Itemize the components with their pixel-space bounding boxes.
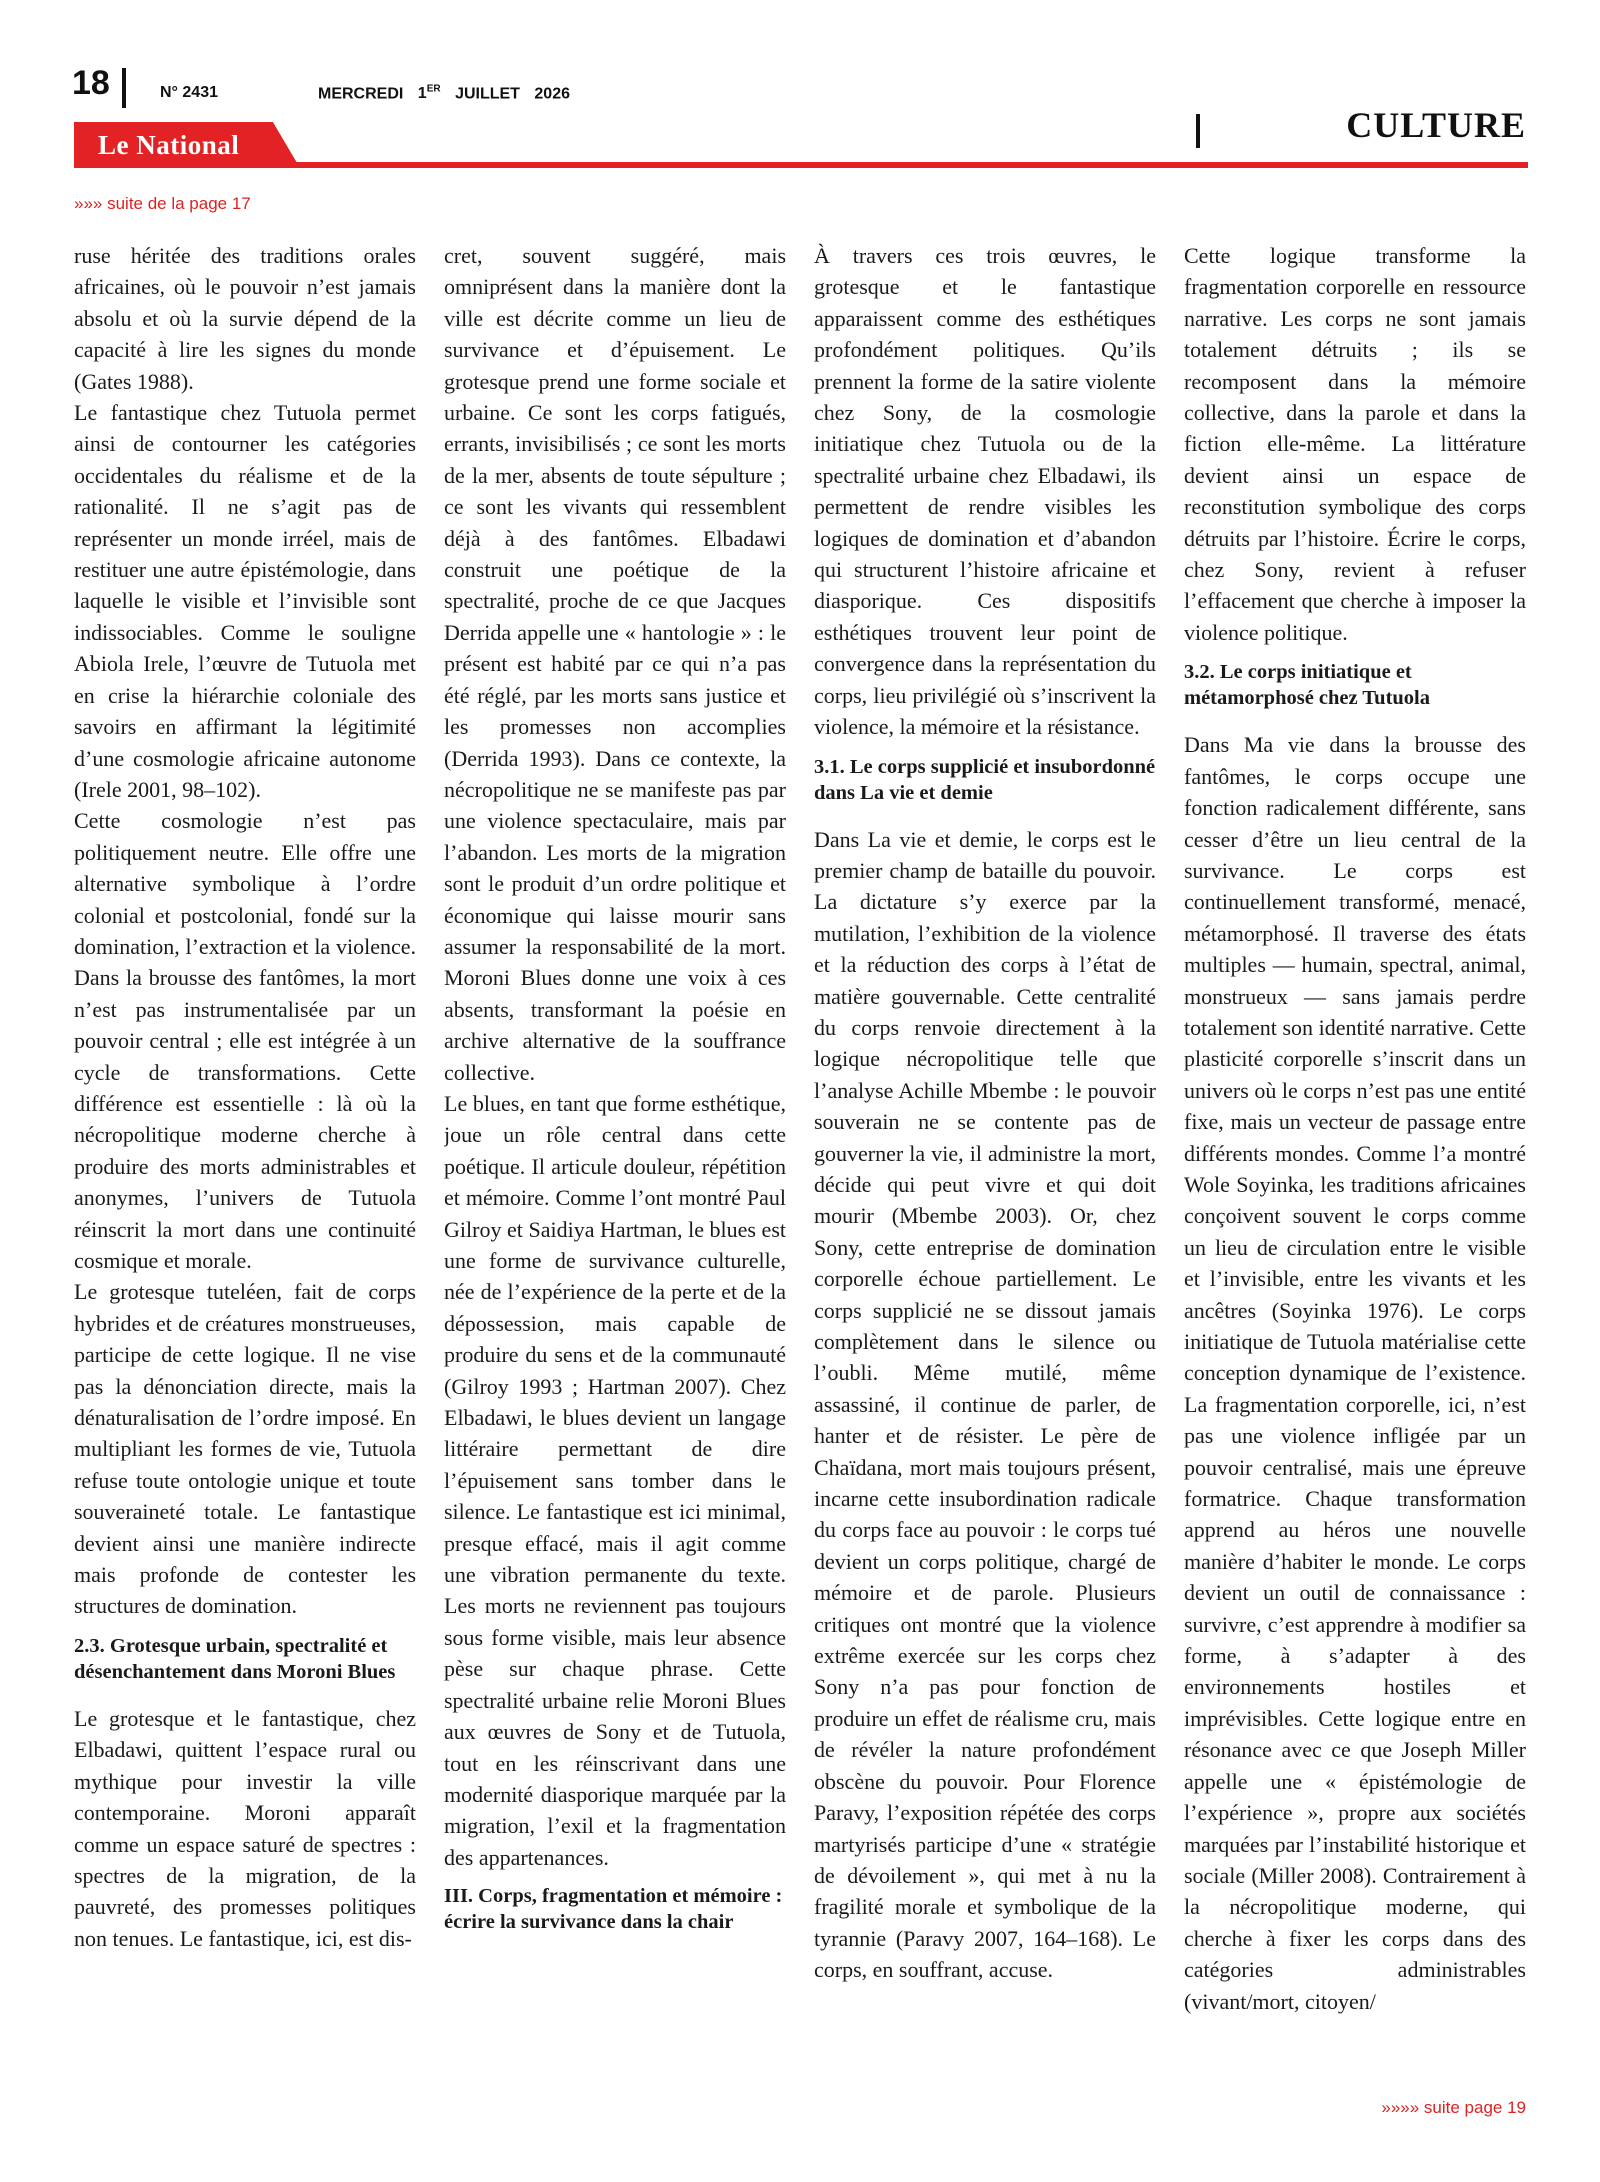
paragraph: Cette logique transforme la fragmentation corporelle en ressource narrative. Les corps ne sont jamais totalement détruits ; ils se recomposent dans la mémoire collective, dans la parole et dans la fiction elle-même. La littérature devient ainsi un espace de reconstitution symbolique des corps détruits par l’histoire. Écrire le corps, chez Sony, revient à refuser l’effacement que cherche à imposer la violence politique. bbox=[1184, 243, 1526, 645]
paragraph: Le blues, en tant que forme esthétique, joue un rôle central dans cette poétique. Il articule douleur, répétition et mémoire. Comme l’ont montré Paul Gilroy et Saidiya Hartman, le blues est une forme de survivance culturelle, née de l’expérience de la perte et de la dépossession, mais capable de produire du sens et de la communauté (Gilroy 1993 ; Hartman 2007). Chez Elbadawi, le blues devient un langage littéraire permettant de dire l’épuisement sans tomber dans le silence. Le fantastique est ici minimal, presque effacé, mais il agit comme une vibration permanente du texte. Les morts ne reviennent pas toujours sous forme visible, mais leur absence pèse sur chaque phrase. Cette spectralité urbaine relie Moroni Blues aux œuvres de Sony et de Tutuola, tout en les réinscrivant dans une modernité diasporique marquée par la migration, l’exil et la fragmentation des appartenances. bbox=[444, 1090, 786, 1870]
subheading: III. Corps, fragmentation et mémoire : écrire la survivance dans la chair bbox=[444, 1885, 783, 1934]
paragraph: cret, souvent suggéré, mais omniprésent dans la manière dont la ville est décrite comme un lieu de survivance et d’épuisement. Le grotesque prend une forme sociale et urbaine. Ce sont les corps fatigués, errants, invisibilisés ; ce sont les morts de la mer, absents de toute sépulture ; ce sont les vivants qui ressemblent déjà à des fantômes. Elbadawi construit une poétique de la spectralité, proche de ce que Jacques Derrida appelle une « hantologie » : le présent est habité par ce qui n’a pas été réglé, par les morts sans justice et les promesses non accomplies (Derrida 1993). Dans ce contexte, la nécropolitique ne se manifeste pas par une violence spectaculaire, mais par l’abandon. Les morts de la migration sont le produit d’un ordre politique et économique qui laisse mourir sans assumer la responsabilité de la mort. Moroni Blues donne une voix à ces absents, transformant la poésie en archive alternative de la souffrance collective. bbox=[444, 243, 786, 1085]
paragraph: À travers ces trois œuvres, le grotesque et le fantastique apparaissent comme des esthétiques profondément politiques. Qu’ils prennent la forme de la satire violente chez Sony, de la cosmologie initiatique chez Tutuola ou de la spectralité urbaine chez Elbadawi, ils permettent de rendre visibles les logiques de domination et d’abandon qui structurent l’histoire africaine et diasporique. Ces dispositifs esthétiques trouvent leur point de convergence dans la représentation du corps, lieu privilégié où s’inscrivent la violence, la mémoire et la résistance. bbox=[814, 243, 1156, 740]
section-title: CULTURE bbox=[1346, 105, 1526, 145]
page-number: 18 bbox=[72, 64, 110, 102]
paragraph: Dans La vie et demie, le corps est le premier champ de bataille du pouvoir. La dictature s’y exerce par la mutilation, l’exhibition de la violence et la réduction des corps à l’état de matière gouvernable. Cette centralité du corps renvoie directement à la logique nécropolitique telle que l’analyse Achille Mbembe : le pouvoir souverain ne se contente pas de gouverner la vie, il administre la mort, décide qui peut vivre et qui doit mourir (Mbembe 2003). Or, chez Sony, cette entreprise de domination corporelle échoue partiellement. Le corps supplicié ne se dissout jamais complètement dans le silence ou l’oubli. Même mutilé, même assassiné, il continue de parler, de hanter et de résister. Le père de Chaïdana, mort mais toujours présent, incarne cette insubordination radicale du corps face au pouvoir : le corps tué devient un corps politique, chargé de mémoire et de parole. Plusieurs critiques ont montré que la violence extrême exercée sur les corps chez Sony n’a pas pour fonction de produire un effet de réalisme cru, mais de révéler la nature profondément obscène du pouvoir. Pour Florence Paravy, l’exposition répétée des corps martyrisés participe d’une « stratégie de dévoilement », qui met à nu la fragilité morale et symbolique de la tyrannie (Paravy 2007, 164–168). Le corps, en souffrant, accuse. bbox=[814, 826, 1156, 1983]
paragraph: ruse héritée des traditions orales africaines, où le pouvoir n’est jamais absolu et où la survie dépend de la capacité à lire les signes du monde (Gates 1988). bbox=[74, 243, 416, 394]
continued-to-link: »»»» suite page 19 bbox=[1381, 2098, 1526, 2117]
paragraph: Dans Ma vie dans la brousse des fantômes, le corps occupe une fonction radicalement différente, sans cesser d’être un lieu central de la survivance. Le corps est continuellement transformé, menacé, métamorphosé. Il traverse des états multiples — humain, spectral, animal, monstrueux — sans jamais perdre totalement son identité narrative. Cette plasticité corporelle s’inscrit dans un univers où le corps n’est pas une entité fixe, mais un vecteur de passage entre différents mondes. Comme l’a montré Wole Soyinka, les traditions africaines conçoivent souvent le corps comme un lieu de circulation entre le visible et l’invisible, entre les vivants et les ancêtres (Soyinka 1976). Le corps initiatique de Tutuola matérialise cette conception dynamique de l’existence. La fragmentation corporelle, ici, n’est pas une violence infligée par un pouvoir centralisé, mais une épreuve formatrice. Chaque transformation apprend au héros une nouvelle manière d’habiter le monde. Le corps devient un outil de connaissance : survivre, c’est apprendre à modifier sa forme, à s’adapter à des environnements hostiles et imprévisibles. Cette logique entre en résonance avec ce que Joseph Miller appelle une « épistémologie de l’expérience », propre aux sociétés marquées par l’instabilité historique et sociale (Miller 2008). Contrairement à la nécropolitique moderne, qui cherche à fixer les corps dans des catégories administrables (vivant/mort, citoyen/ bbox=[1184, 732, 1526, 2014]
continued-from-link: »»» suite de la page 17 bbox=[74, 194, 251, 213]
paragraph: Le fantastique chez Tutuola permet ainsi de contourner les catégories occidentales du réalisme et de la rationalité. Il ne s’agit pas de représenter un monde irréel, mais de restituer une autre épistémologie, dans laquelle le visible et l’invisible sont indissociables. Comme le souligne Abiola Irele, l’œuvre de Tutuola met en crise la hiérarchie coloniale des savoirs en affirmant la légitimité d’une cosmologie africaine autonome (Irele 2001, 98–102). bbox=[74, 400, 416, 802]
article-column-2 bbox=[444, 240, 786, 2100]
paragraph: Le grotesque tuteléen, fait de corps hybrides et de créatures monstrueuses, participe de cette logique. Il ne vise pas la dénonciation directe, mais la dénaturalisation de l’ordre imposé. En multipliant les formes de vie, Tutuola refuse toute ontologie unique et toute souveraineté totale. Le fantastique devient ainsi une manière indirecte mais profonde de contester les structures de domination. bbox=[74, 1279, 416, 1619]
paragraph: Cette cosmologie n’est pas politiquement neutre. Elle offre une alternative symbolique à l’ordre colonial et postcolonial, fondé sur la domination, l’extraction et la violence. Dans la brousse des fantômes, la mort n’est pas instrumentalisée par un pouvoir central ; elle est intégrée à un cycle de transformations. Cette différence est essentielle : là où la nécropolitique moderne cherche à produire des morts administrables et anonymes, l’univers de Tutuola réinscrit la mort dans une continuité cosmique et morale. bbox=[74, 808, 416, 1273]
subheading: 3.2. Le corps initiatique et métamorphosé chez Tutuola bbox=[1184, 661, 1430, 710]
date-month-year: JUILLET 2026 bbox=[455, 85, 570, 103]
date-day: 1ER bbox=[417, 84, 441, 103]
page-number-divider bbox=[122, 68, 126, 108]
article-column-4 bbox=[1184, 240, 1526, 2100]
article-column-3 bbox=[814, 240, 1156, 2100]
issue-date bbox=[318, 84, 570, 103]
date-weekday: MERCREDI bbox=[318, 85, 404, 103]
subheading: 3.1. Le corps supplicié et insubordonné dans La vie et demie bbox=[814, 755, 1156, 804]
paragraph: Le grotesque et le fantastique, chez Elbadawi, quittent l’espace rural ou mythique pour investir la ville contemporaine. Moroni apparaît comme un espace saturé de spectres : spectres de la migration, de la pauvreté, des promesses politiques non tenues. Le fantastique, ici, est dis- bbox=[74, 1705, 416, 1951]
newspaper-logo: Le National bbox=[98, 130, 240, 160]
subheading: 2.3. Grotesque urbain, spectralité et désenchantement dans Moroni Blues bbox=[74, 1634, 396, 1683]
section-divider bbox=[1196, 114, 1200, 148]
header-rule bbox=[290, 162, 1528, 168]
issue-number: N° 2431 bbox=[160, 84, 218, 101]
article-column-1 bbox=[74, 240, 416, 2100]
